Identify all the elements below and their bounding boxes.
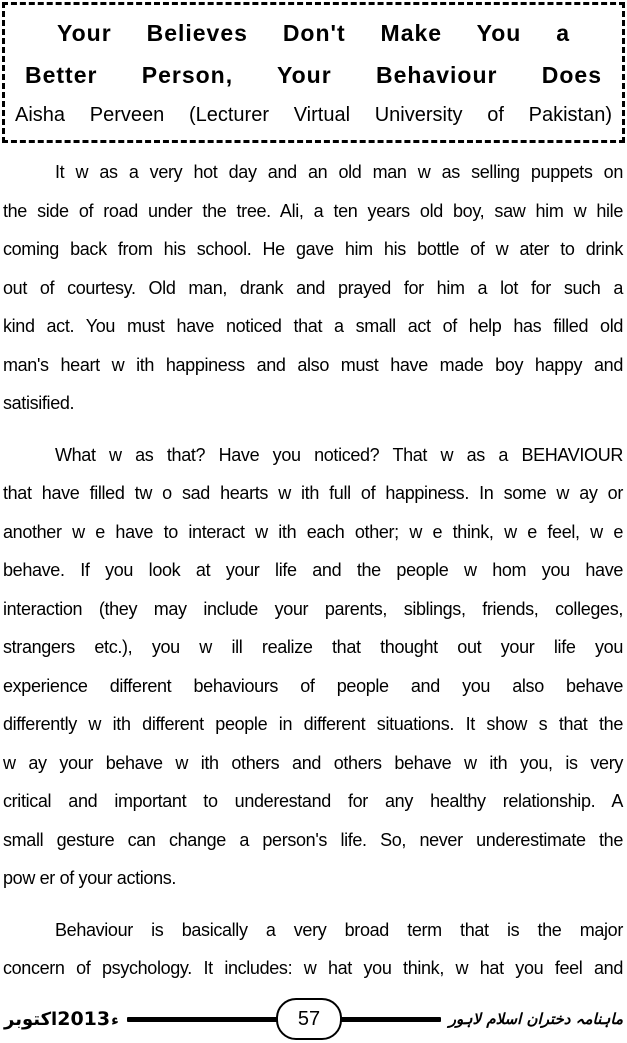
- footer-rule-left: [127, 1017, 278, 1022]
- paragraph: [3, 153, 623, 423]
- text-line: differently w ith different people in different situations. It show s that the: [3, 714, 623, 734]
- issue-year: 2013: [57, 1008, 111, 1030]
- text-line: that have filled tw o sad hearts w ith full of happiness. In some w ay or: [3, 483, 623, 503]
- page-number-badge: [276, 998, 342, 1040]
- text-line: behave. If you look at your life and the people w hom you have: [3, 560, 623, 580]
- article-title-line-1: Your Believes Don't Make You a: [57, 20, 570, 46]
- issue-date: [4, 1008, 119, 1030]
- article-title-line-2: Better Person, Your Behaviour Does: [25, 62, 602, 88]
- footer-rule-right: [340, 1017, 441, 1022]
- paragraph: [3, 911, 623, 988]
- text-line: the side of road under the tree. Ali, a ten years old boy, saw him w hile: [3, 200, 623, 221]
- text-line: small gesture can change a person's life. So, never underestimate the: [3, 829, 623, 850]
- text-line: out of courtesy. Old man, drank and prayed for him a lot for such a: [3, 277, 623, 298]
- page-footer: [4, 997, 623, 1041]
- text-line: kind act. You must have noticed that a small act of help has filled old: [3, 316, 623, 336]
- author-byline: Aisha Perveen (Lecturer Virtual University of Pakistan): [15, 104, 612, 126]
- text-line: w ay your behave w ith others and others behave w ith you, is very: [3, 752, 623, 773]
- magazine-title: ماہنامہ دختران اسلام لاہور: [448, 1010, 623, 1028]
- text-line: coming back from his school. He gave him his bottle of w ater to drink: [3, 239, 623, 259]
- text-line: interaction (they may include your parents, siblings, friends, colleges,: [3, 598, 623, 619]
- issue-era-mark: ء: [111, 1011, 119, 1029]
- page-number: 57: [297, 1007, 321, 1030]
- paragraph: [3, 436, 623, 898]
- issue-month: اکتوبر: [4, 1009, 58, 1030]
- article-title-box: [2, 2, 625, 143]
- text-line: Behaviour is basically a very broad term that is the major: [55, 919, 623, 940]
- text-line: man's heart w ith happiness and also must have made boy happy and: [3, 354, 623, 375]
- text-line: critical and important to underestand for any healthy relationship. A: [3, 791, 623, 811]
- text-line: What w as that? Have you noticed? That w as a BEHAVIOUR: [55, 444, 623, 465]
- text-line: strangers etc.), you w ill realize that thought out your life you: [3, 637, 623, 657]
- article-body: [3, 153, 623, 1001]
- text-line: satisified.: [3, 393, 75, 413]
- text-line: pow er of your actions.: [3, 868, 177, 888]
- text-line: another w e have to interact w ith each other; w e think, w e feel, w e: [3, 521, 623, 542]
- text-line: experience different behaviours of people and you also behave: [3, 675, 623, 696]
- text-line: It w as a very hot day and an old man w as selling puppets on: [55, 162, 623, 182]
- text-line: concern of psychology. It includes: w hat you think, w hat you feel and: [3, 958, 623, 978]
